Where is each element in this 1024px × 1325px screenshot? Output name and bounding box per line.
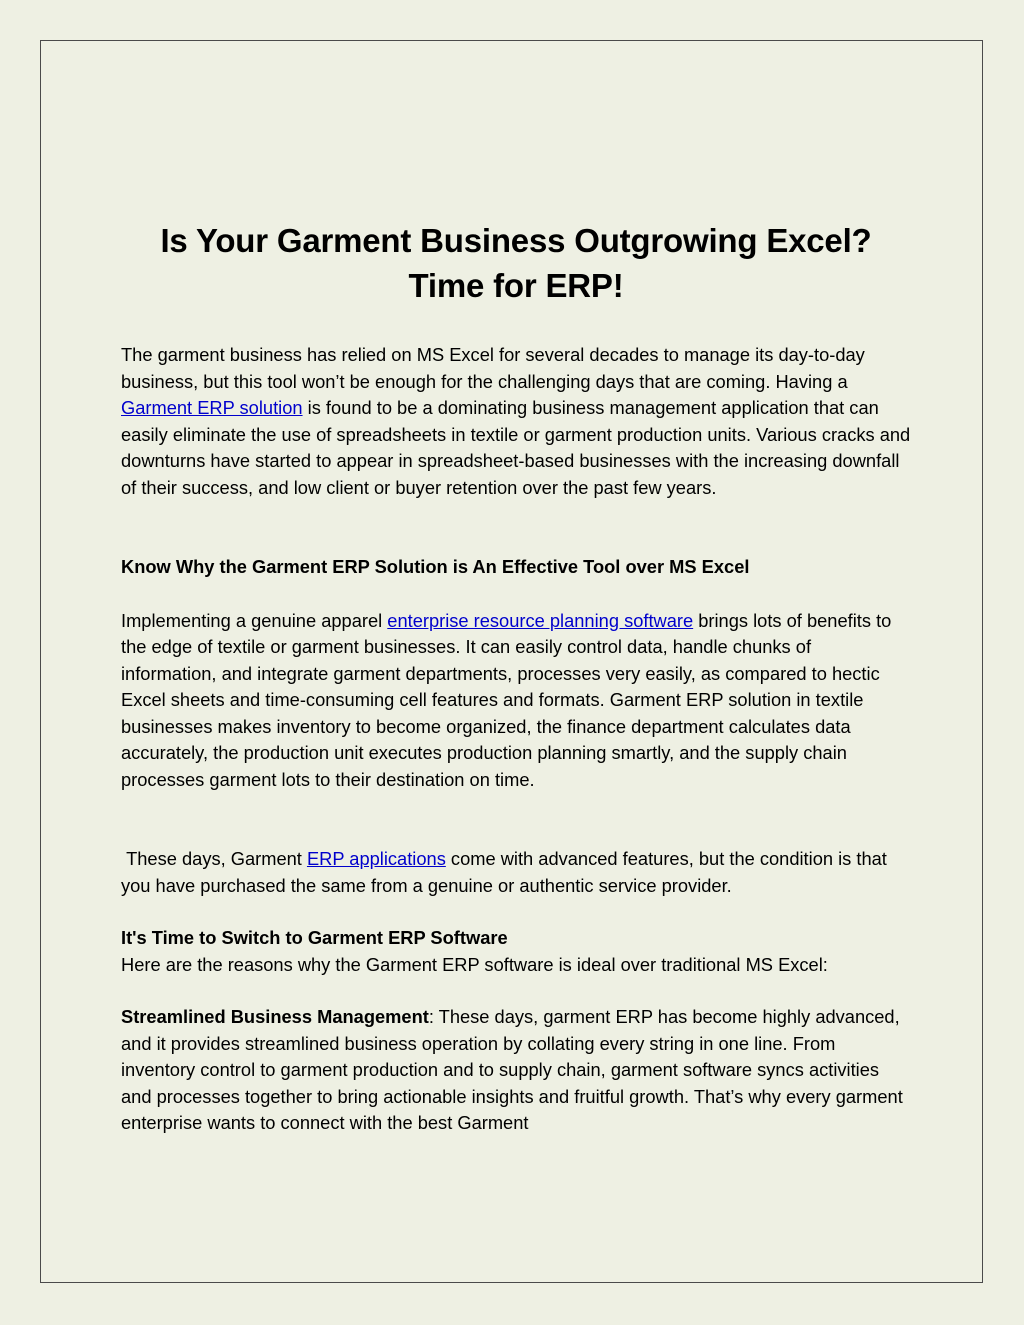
- document-body: [121, 218, 911, 1137]
- streamlined-paragraph: Streamlined Business Management: These days, garment ERP has become highly advanced, and it provides streamlined business operation by collating every string in one line. From inventory control to garment production and to supply chain, garment software syncs activities and processes together to bring actionable insights and fruitful growth. That’s why every garment enterprise wants to connect with the best Garment: [121, 1006, 903, 1133]
- reasons-intro: Here are the reasons why the Garment ERP software is ideal over traditional MS Excel:: [121, 953, 828, 975]
- heading-know-why: Know Why the Garment ERP Solution is An Effective Tool over MS Excel: [121, 556, 750, 577]
- these-days-paragraph: These days, Garment ERP applications come with advanced features, but the condition is that you have purchased the same from a genuine or authentic service provider.: [121, 848, 892, 896]
- heading-switch: It's Time to Switch to Garment ERP Software: [121, 927, 508, 948]
- garment-erp-solution-link[interactable]: Garment ERP solution: [121, 397, 303, 418]
- erp-applications-link[interactable]: ERP applications: [306, 848, 446, 869]
- streamlined-label: Streamlined Business Management: [121, 1006, 429, 1027]
- enterprise-resource-planning-link[interactable]: enterprise resource planning software: [387, 609, 694, 631]
- title-line-1: Is Your Garment Business Outgrowing Excel?: [160, 222, 872, 259]
- implementing-paragraph: Implementing a genuine apparel enterprise resource planning software brings lots of benefits to the edge of textile or garment businesses. It can easily control data, handle chunks of information, and integrate garment departments, processes very easily, as compared to hectic Excel sheets and time-consuming cell features and formats. Garment ERP solution in textile businesses makes inventory to become organized, the finance department calculates data accurately, the production unit executes production planning smartly, and the supply chain processes garment lots to their destination on time.: [121, 609, 892, 790]
- document-title: [121, 218, 911, 308]
- intro-paragraph: The garment business has relied on MS Excel for several decades to manage its day-to-day business, but this tool won’t be enough for the challenging days that are coming. Having a Garment ERP solution is found to be a dominating business management application that can easily eliminate the use of spreadsheets in textile or garment production units. Various cracks and downturns have started to appear in spreadsheet-based businesses with the increasing downfall of their success, and low client or buyer retention over the past few years.: [121, 344, 911, 498]
- title-line-2: Time for ERP!: [408, 267, 624, 304]
